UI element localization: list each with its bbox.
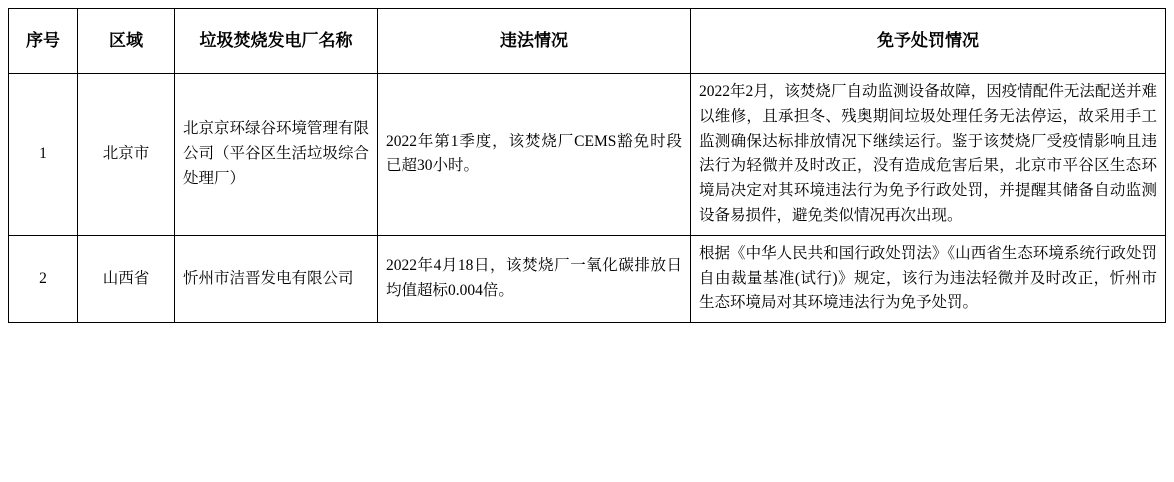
row-exemption-value: 根据《中华人民共和国行政处罚法》《山西省生态环境系统行政处罚自由裁量基准(试行)》规定，该行为违法轻微并及时改正，忻州市生态环境局对其环境违法行为免予处罚。 (699, 244, 1157, 312)
cell-area (78, 235, 175, 322)
column-header-exemption (691, 9, 1166, 74)
column-header-area-label: 区域 (109, 31, 143, 51)
column-header-plant-label: 垃圾焚烧发电厂名称 (199, 31, 353, 51)
cell-plant (175, 235, 378, 322)
row-area-value: 北京市 (102, 144, 150, 162)
table-row (9, 74, 1166, 236)
row-violation-value: 2022年4月18日，该焚烧厂一氧化碳排放日均值超标0.004倍。 (386, 257, 682, 299)
table-row (9, 235, 1166, 322)
cell-no (9, 74, 78, 236)
exemption-table (8, 8, 1166, 323)
table-body (9, 74, 1166, 323)
column-header-exemption-label: 免予处罚情况 (877, 31, 979, 51)
row-area-value: 山西省 (102, 269, 150, 287)
column-header-violation (378, 9, 691, 74)
row-violation-value: 2022年第1季度，该焚烧厂CEMS豁免时段已超30小时。 (386, 132, 682, 175)
column-header-no-label: 序号 (26, 31, 60, 51)
row-exemption-value: 2022年2月，该焚烧厂自动监测设备故障，因疫情配件无法配送并难以维修，且承担冬、残奥期间垃圾处理任务无法停运，故采用手工监测确保达标排放情况下继续运行。鉴于该焚烧厂受疫情影响且违法行为轻微并及时改正，没有造成危害后果，北京市平谷区生态环境局决定对其环境违法行为免予行政处罚，并提醒其储备自动监测设备易损件，避免类似情况再次出现。 (699, 83, 1157, 224)
table-header-row (9, 9, 1166, 74)
column-header-area (78, 9, 175, 74)
row-plant-value: 忻州市洁晋发电有限公司 (183, 269, 354, 287)
cell-exemption (691, 74, 1166, 236)
row-no-value: 1 (39, 144, 47, 162)
cell-exemption (691, 235, 1166, 322)
cell-area (78, 74, 175, 236)
column-header-plant (175, 9, 378, 74)
cell-no (9, 235, 78, 322)
cell-violation (378, 235, 691, 322)
cell-plant (175, 74, 378, 236)
column-header-violation-label: 违法情况 (500, 31, 568, 51)
column-header-no (9, 9, 78, 74)
table-header (9, 9, 1166, 74)
row-no-value: 2 (39, 269, 47, 287)
cell-violation (378, 74, 691, 236)
row-plant-value: 北京京环绿谷环境管理有限公司（平谷区生活垃圾综合处理厂） (183, 120, 370, 187)
